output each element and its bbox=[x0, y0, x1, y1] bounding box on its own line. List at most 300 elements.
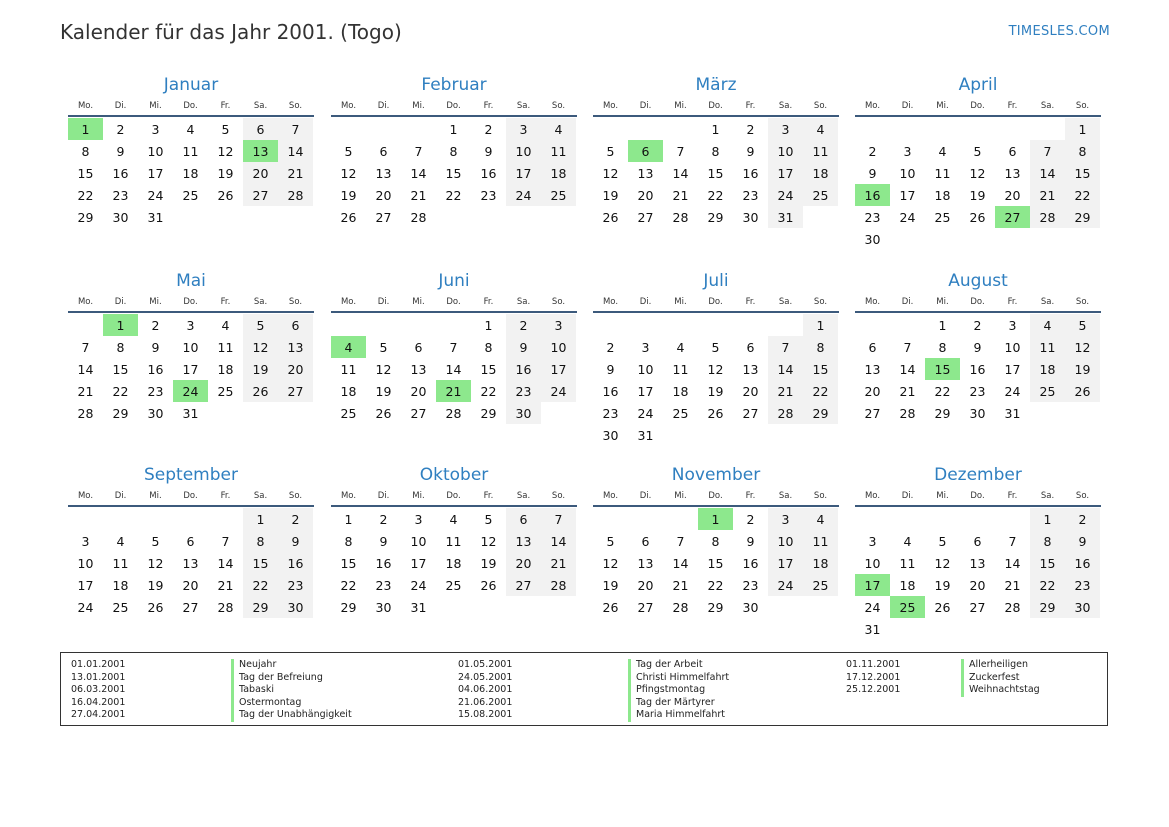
holiday-name: Christi Himmelfahrt bbox=[628, 672, 729, 685]
month-block bbox=[68, 463, 314, 618]
day-cell: 2 bbox=[1065, 508, 1100, 530]
day-cell: 18 bbox=[899, 577, 916, 593]
day-cell: 7 bbox=[768, 336, 803, 358]
weekday-label: Di. bbox=[377, 101, 390, 111]
day-grid bbox=[855, 508, 1101, 640]
holiday-date: 17.12.2001 bbox=[846, 671, 901, 683]
day-cell: 12 bbox=[243, 336, 278, 358]
day-blank bbox=[960, 118, 995, 140]
day-cell: 2 bbox=[151, 317, 160, 333]
day-cell: 12 bbox=[217, 143, 234, 159]
day-cell: 5 bbox=[221, 121, 230, 137]
day-cell: 26 bbox=[243, 380, 278, 402]
day-cell: 26 bbox=[480, 577, 497, 593]
weekday-label: Do. bbox=[970, 101, 985, 111]
brand-link[interactable]: TIMESLES.COM bbox=[1008, 24, 1110, 39]
day-cell: 7 bbox=[449, 339, 458, 355]
holiday-date: 21.06.2001 bbox=[458, 696, 513, 708]
day-cell: 25 bbox=[934, 209, 951, 225]
day-cell-holiday: 17 bbox=[855, 574, 890, 596]
day-cell: 12 bbox=[707, 361, 724, 377]
day-cell: 20 bbox=[182, 577, 199, 593]
day-cell: 29 bbox=[707, 209, 724, 225]
day-cell: 29 bbox=[480, 405, 497, 421]
day-cell: 24 bbox=[768, 574, 803, 596]
day-cell: 16 bbox=[969, 361, 986, 377]
weekday-label: Mo. bbox=[864, 297, 881, 307]
day-cell: 24 bbox=[541, 380, 576, 402]
day-cell: 14 bbox=[1004, 555, 1021, 571]
holiday-name: Neujahr bbox=[231, 659, 352, 672]
day-cell: 26 bbox=[217, 187, 234, 203]
day-cell: 14 bbox=[541, 530, 576, 552]
day-cell: 22 bbox=[340, 577, 357, 593]
day-cell: 17 bbox=[147, 165, 164, 181]
day-cell: 27 bbox=[637, 209, 654, 225]
day-cell: 30 bbox=[1065, 596, 1100, 618]
header-rule bbox=[855, 505, 1101, 507]
weekday-label: Sa. bbox=[253, 491, 268, 501]
day-cell: 21 bbox=[410, 187, 427, 203]
day-cell: 3 bbox=[151, 121, 160, 137]
weekday-label: Fr. bbox=[220, 101, 231, 111]
holiday-date: 25.12.2001 bbox=[846, 684, 901, 695]
day-cell: 19 bbox=[375, 383, 392, 399]
day-cell: 4 bbox=[1030, 314, 1065, 336]
day-cell: 12 bbox=[340, 165, 357, 181]
day-cell: 9 bbox=[746, 533, 755, 549]
weekday-label: Di. bbox=[377, 491, 390, 501]
month-block bbox=[68, 73, 314, 228]
month-name: November bbox=[671, 465, 761, 485]
weekday-label: So. bbox=[288, 101, 303, 111]
day-cell: 19 bbox=[707, 383, 724, 399]
day-cell: 25 bbox=[112, 599, 129, 615]
day-cell: 24 bbox=[506, 184, 541, 206]
day-blank bbox=[855, 508, 890, 530]
weekday-header bbox=[593, 488, 839, 504]
day-cell: 12 bbox=[969, 165, 986, 181]
weekday-label: Di. bbox=[114, 101, 127, 111]
day-cell: 9 bbox=[606, 361, 615, 377]
day-cell: 9 bbox=[484, 143, 493, 159]
day-cell-holiday: 15 bbox=[925, 358, 960, 380]
weekday-label: Mo. bbox=[864, 491, 881, 501]
day-cell: 9 bbox=[1065, 530, 1100, 552]
day-cell: 18 bbox=[803, 162, 838, 184]
weekday-label: Do. bbox=[708, 101, 723, 111]
weekday-label: Mi. bbox=[674, 101, 687, 111]
weekday-label: Mo. bbox=[77, 491, 94, 501]
day-cell: 27 bbox=[278, 380, 313, 402]
day-cell: 8 bbox=[484, 339, 493, 355]
day-cell-holiday: 13 bbox=[243, 140, 278, 162]
day-cell: 15 bbox=[77, 165, 94, 181]
day-cell: 3 bbox=[641, 339, 650, 355]
day-cell: 7 bbox=[1030, 140, 1065, 162]
day-cell: 16 bbox=[742, 555, 759, 571]
day-cell: 10 bbox=[864, 555, 881, 571]
weekday-label: Sa. bbox=[778, 101, 793, 111]
day-cell: 10 bbox=[147, 143, 164, 159]
day-grid bbox=[593, 508, 839, 618]
weekday-label: Mo. bbox=[602, 297, 619, 307]
day-cell: 14 bbox=[672, 555, 689, 571]
weekday-label: Fr. bbox=[745, 297, 756, 307]
day-blank bbox=[855, 314, 890, 336]
day-cell: 21 bbox=[217, 577, 234, 593]
day-blank bbox=[663, 508, 698, 530]
day-cell: 1 bbox=[484, 317, 493, 333]
day-cell: 18 bbox=[112, 577, 129, 593]
weekday-label: Mi. bbox=[674, 491, 687, 501]
weekday-label: So. bbox=[551, 491, 566, 501]
day-cell: 17 bbox=[637, 383, 654, 399]
day-cell: 2 bbox=[606, 339, 615, 355]
holiday-name: Pfingstmontag bbox=[628, 684, 729, 697]
day-cell: 5 bbox=[606, 143, 615, 159]
month-block bbox=[331, 463, 577, 618]
day-cell: 10 bbox=[410, 533, 427, 549]
day-cell: 23 bbox=[602, 405, 619, 421]
weekday-label: Sa. bbox=[516, 297, 531, 307]
day-cell: 20 bbox=[637, 577, 654, 593]
weekday-label: Mi. bbox=[149, 297, 162, 307]
day-cell: 29 bbox=[340, 599, 357, 615]
day-cell: 22 bbox=[707, 187, 724, 203]
day-cell: 26 bbox=[340, 209, 357, 225]
day-cell: 17 bbox=[410, 555, 427, 571]
day-blank bbox=[366, 314, 401, 336]
day-cell: 13 bbox=[742, 361, 759, 377]
day-blank bbox=[331, 314, 366, 336]
day-cell: 20 bbox=[278, 358, 313, 380]
weekday-label: Sa. bbox=[1040, 491, 1055, 501]
day-cell: 22 bbox=[803, 380, 838, 402]
weekday-label: Do. bbox=[446, 297, 461, 307]
day-cell: 21 bbox=[1004, 577, 1021, 593]
day-cell: 27 bbox=[410, 405, 427, 421]
day-cell: 2 bbox=[973, 317, 982, 333]
day-blank bbox=[628, 508, 663, 530]
day-blank bbox=[768, 314, 803, 336]
day-grid bbox=[68, 314, 314, 424]
holiday-name: Tag der Befreiung bbox=[231, 672, 352, 685]
day-cell: 4 bbox=[938, 143, 947, 159]
weekday-header bbox=[68, 98, 314, 114]
day-cell-holiday: 16 bbox=[855, 184, 890, 206]
day-cell: 1 bbox=[1065, 118, 1100, 140]
day-cell: 3 bbox=[768, 118, 803, 140]
weekday-header bbox=[593, 98, 839, 114]
day-cell: 2 bbox=[484, 121, 493, 137]
holiday-names-column bbox=[231, 659, 352, 722]
day-cell: 11 bbox=[217, 339, 234, 355]
weekday-header bbox=[331, 98, 577, 114]
day-cell: 29 bbox=[112, 405, 129, 421]
day-cell: 29 bbox=[243, 596, 278, 618]
day-blank bbox=[436, 314, 471, 336]
day-cell: 4 bbox=[541, 118, 576, 140]
day-cell: 15 bbox=[803, 358, 838, 380]
weekday-label: Fr. bbox=[483, 101, 494, 111]
weekday-label: Di. bbox=[114, 297, 127, 307]
day-cell: 21 bbox=[899, 383, 916, 399]
day-cell: 18 bbox=[672, 383, 689, 399]
weekday-label: So. bbox=[813, 297, 828, 307]
day-cell: 23 bbox=[480, 187, 497, 203]
day-cell: 26 bbox=[147, 599, 164, 615]
header-rule bbox=[855, 115, 1101, 117]
day-cell: 15 bbox=[480, 361, 497, 377]
day-cell: 22 bbox=[480, 383, 497, 399]
day-cell: 14 bbox=[217, 555, 234, 571]
weekday-header bbox=[855, 98, 1101, 114]
day-cell: 6 bbox=[868, 339, 877, 355]
weekday-label: Do. bbox=[708, 297, 723, 307]
day-cell: 10 bbox=[182, 339, 199, 355]
day-cell: 17 bbox=[899, 187, 916, 203]
weekday-label: Mo. bbox=[864, 101, 881, 111]
day-grid bbox=[593, 118, 839, 228]
day-cell: 16 bbox=[147, 361, 164, 377]
day-blank bbox=[663, 314, 698, 336]
month-block bbox=[68, 269, 314, 424]
day-cell: 9 bbox=[151, 339, 160, 355]
weekday-label: Do. bbox=[183, 101, 198, 111]
day-blank bbox=[925, 508, 960, 530]
day-cell: 8 bbox=[1030, 530, 1065, 552]
day-cell: 29 bbox=[707, 599, 724, 615]
day-blank bbox=[401, 314, 436, 336]
day-cell: 25 bbox=[217, 383, 234, 399]
weekday-label: Mi. bbox=[149, 491, 162, 501]
month-block bbox=[593, 463, 839, 618]
weekday-label: So. bbox=[813, 101, 828, 111]
weekday-header bbox=[855, 294, 1101, 310]
weekday-label: So. bbox=[288, 491, 303, 501]
weekday-label: Fr. bbox=[483, 491, 494, 501]
holiday-date: 04.06.2001 bbox=[458, 684, 513, 695]
month-name: September bbox=[144, 465, 238, 485]
weekday-label: Di. bbox=[377, 297, 390, 307]
day-cell: 12 bbox=[147, 555, 164, 571]
holiday-names-column bbox=[961, 659, 1040, 697]
day-cell: 16 bbox=[278, 552, 313, 574]
day-cell: 28 bbox=[77, 405, 94, 421]
weekday-label: Mi. bbox=[936, 297, 949, 307]
day-cell: 20 bbox=[410, 383, 427, 399]
weekday-label: Di. bbox=[639, 297, 652, 307]
header-rule bbox=[331, 505, 577, 507]
month-name: Juni bbox=[438, 271, 470, 291]
day-cell: 7 bbox=[903, 339, 912, 355]
weekday-label: So. bbox=[551, 101, 566, 111]
day-cell: 23 bbox=[375, 577, 392, 593]
weekday-label: Mi. bbox=[149, 101, 162, 111]
day-blank bbox=[593, 314, 628, 336]
day-cell: 26 bbox=[934, 599, 951, 615]
page-title: Kalender für das Jahr 2001. (Togo) bbox=[60, 20, 402, 44]
day-cell: 9 bbox=[746, 143, 755, 159]
day-cell: 17 bbox=[768, 162, 803, 184]
day-cell: 11 bbox=[541, 140, 576, 162]
day-cell-holiday: 1 bbox=[698, 508, 733, 530]
day-cell: 5 bbox=[973, 143, 982, 159]
day-cell: 22 bbox=[445, 187, 462, 203]
day-cell: 26 bbox=[602, 599, 619, 615]
weekday-label: Sa. bbox=[516, 491, 531, 501]
day-cell: 28 bbox=[410, 209, 427, 225]
day-grid bbox=[68, 118, 314, 228]
holiday-name: Tabaski bbox=[231, 684, 352, 697]
day-cell: 23 bbox=[147, 383, 164, 399]
day-cell: 16 bbox=[1065, 552, 1100, 574]
day-cell: 28 bbox=[672, 599, 689, 615]
weekday-label: Sa. bbox=[253, 297, 268, 307]
day-cell: 15 bbox=[243, 552, 278, 574]
day-cell: 10 bbox=[768, 140, 803, 162]
day-cell: 9 bbox=[379, 533, 388, 549]
day-cell: 28 bbox=[672, 209, 689, 225]
day-cell: 15 bbox=[112, 361, 129, 377]
day-cell: 18 bbox=[217, 361, 234, 377]
day-cell: 28 bbox=[445, 405, 462, 421]
day-grid bbox=[593, 314, 839, 446]
day-cell: 26 bbox=[602, 209, 619, 225]
day-cell: 20 bbox=[1004, 187, 1021, 203]
day-cell: 8 bbox=[449, 143, 458, 159]
day-cell: 1 bbox=[803, 314, 838, 336]
day-cell: 20 bbox=[637, 187, 654, 203]
holiday-name: Weihnachtstag bbox=[961, 684, 1040, 697]
day-cell: 23 bbox=[742, 577, 759, 593]
weekday-header bbox=[855, 488, 1101, 504]
day-blank bbox=[890, 314, 925, 336]
day-cell: 21 bbox=[672, 187, 689, 203]
day-cell: 7 bbox=[541, 508, 576, 530]
month-block bbox=[855, 269, 1101, 424]
day-cell: 6 bbox=[973, 533, 982, 549]
day-cell: 19 bbox=[934, 577, 951, 593]
day-cell-holiday: 1 bbox=[68, 118, 103, 140]
day-blank bbox=[663, 118, 698, 140]
day-cell: 24 bbox=[147, 187, 164, 203]
day-cell: 28 bbox=[1004, 599, 1021, 615]
day-cell: 28 bbox=[278, 184, 313, 206]
day-cell: 19 bbox=[340, 187, 357, 203]
day-cell: 19 bbox=[969, 187, 986, 203]
day-cell: 26 bbox=[969, 209, 986, 225]
day-blank bbox=[855, 118, 890, 140]
day-cell: 20 bbox=[969, 577, 986, 593]
day-grid bbox=[331, 508, 577, 618]
weekday-label: Di. bbox=[639, 101, 652, 111]
day-cell: 24 bbox=[1004, 383, 1021, 399]
day-cell: 23 bbox=[1065, 574, 1100, 596]
month-name: Dezember bbox=[934, 465, 1022, 485]
weekday-label: Mo. bbox=[602, 101, 619, 111]
day-cell: 30 bbox=[864, 231, 881, 247]
weekday-label: Do. bbox=[970, 491, 985, 501]
day-cell: 24 bbox=[410, 577, 427, 593]
day-cell: 19 bbox=[217, 165, 234, 181]
weekday-label: Sa. bbox=[1040, 297, 1055, 307]
day-cell: 3 bbox=[186, 317, 195, 333]
day-cell: 22 bbox=[1030, 574, 1065, 596]
day-cell: 29 bbox=[934, 405, 951, 421]
day-cell: 2 bbox=[746, 121, 755, 137]
day-cell: 29 bbox=[803, 402, 838, 424]
weekday-label: So. bbox=[551, 297, 566, 307]
day-cell: 13 bbox=[637, 555, 654, 571]
day-cell: 6 bbox=[746, 339, 755, 355]
day-cell: 3 bbox=[541, 314, 576, 336]
weekday-label: Mo. bbox=[77, 297, 94, 307]
holiday-dates-column bbox=[846, 659, 900, 697]
day-cell: 11 bbox=[445, 533, 462, 549]
day-cell: 12 bbox=[602, 555, 619, 571]
day-cell: 5 bbox=[151, 533, 160, 549]
day-cell: 16 bbox=[602, 383, 619, 399]
day-cell: 7 bbox=[221, 533, 230, 549]
holiday-date: 06.03.2001 bbox=[71, 684, 126, 695]
day-blank bbox=[331, 118, 366, 140]
day-cell: 13 bbox=[182, 555, 199, 571]
day-cell: 17 bbox=[768, 552, 803, 574]
day-blank bbox=[960, 508, 995, 530]
day-blank bbox=[890, 508, 925, 530]
day-cell: 14 bbox=[445, 361, 462, 377]
weekday-label: Do. bbox=[446, 491, 461, 501]
day-cell: 8 bbox=[711, 143, 720, 159]
day-cell: 17 bbox=[77, 577, 94, 593]
month-block bbox=[331, 269, 577, 424]
day-cell: 30 bbox=[742, 209, 759, 225]
day-cell-holiday: 6 bbox=[628, 140, 663, 162]
month-name: Januar bbox=[163, 75, 219, 95]
day-blank bbox=[68, 508, 103, 530]
day-blank bbox=[68, 314, 103, 336]
day-cell: 4 bbox=[676, 339, 685, 355]
day-cell: 30 bbox=[112, 209, 129, 225]
day-cell: 25 bbox=[672, 405, 689, 421]
day-cell: 27 bbox=[864, 405, 881, 421]
day-cell: 21 bbox=[77, 383, 94, 399]
weekday-label: Mi. bbox=[412, 491, 425, 501]
day-cell: 5 bbox=[1065, 314, 1100, 336]
day-cell: 10 bbox=[541, 336, 576, 358]
day-cell: 23 bbox=[742, 187, 759, 203]
day-cell: 22 bbox=[707, 577, 724, 593]
day-cell: 11 bbox=[934, 165, 951, 181]
day-cell: 27 bbox=[969, 599, 986, 615]
weekday-label: So. bbox=[1075, 491, 1090, 501]
day-grid bbox=[331, 314, 577, 424]
weekday-header bbox=[331, 488, 577, 504]
day-cell: 19 bbox=[243, 358, 278, 380]
day-cell: 6 bbox=[1008, 143, 1017, 159]
day-cell: 8 bbox=[711, 533, 720, 549]
weekday-label: Do. bbox=[708, 491, 723, 501]
weekday-label: Fr. bbox=[1007, 297, 1018, 307]
day-cell-holiday: 21 bbox=[436, 380, 471, 402]
day-cell: 31 bbox=[147, 209, 164, 225]
day-cell: 6 bbox=[379, 143, 388, 159]
day-cell: 20 bbox=[864, 383, 881, 399]
weekday-label: Di. bbox=[901, 101, 914, 111]
day-cell: 7 bbox=[278, 118, 313, 140]
